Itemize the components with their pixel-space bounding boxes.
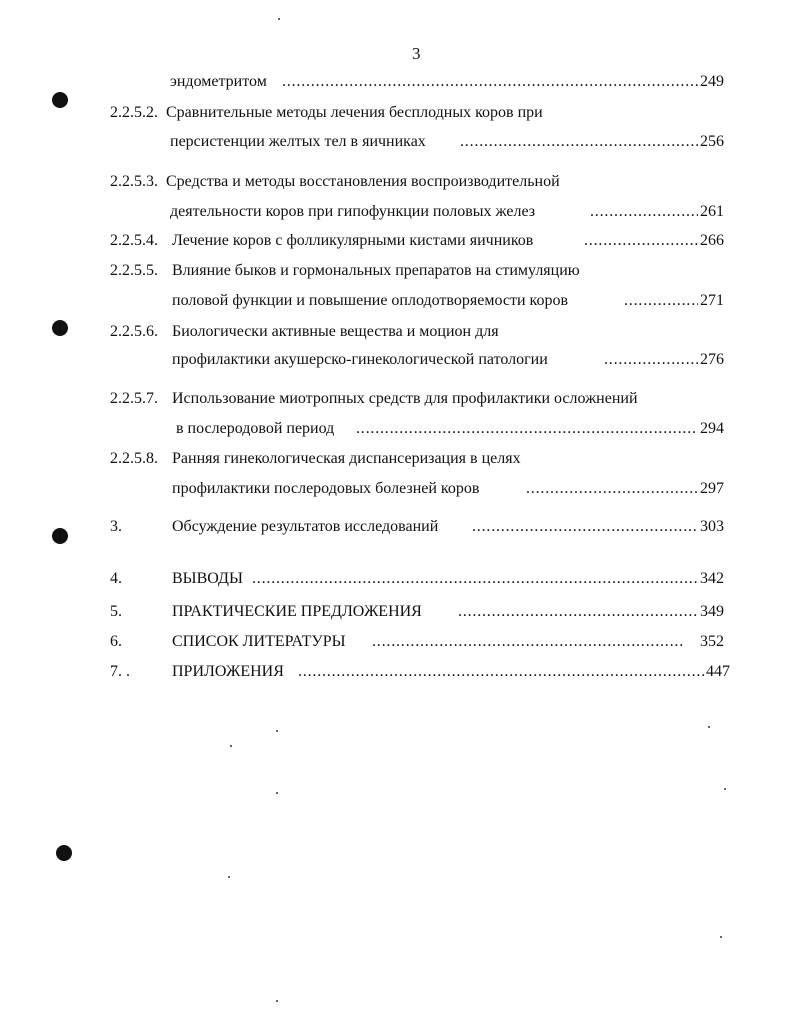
toc-entry-number: 5. bbox=[110, 603, 122, 620]
toc-leader-dots bbox=[298, 662, 704, 682]
scan-speck bbox=[724, 788, 726, 790]
toc-entry-page: 266 bbox=[700, 232, 724, 249]
toc-entry-number: 2.2.5.5. bbox=[110, 262, 158, 279]
toc-entry-title-line: персистенции желтых тел в яичниках bbox=[170, 133, 426, 150]
toc-entry-page: 276 bbox=[700, 351, 724, 368]
toc-entry-page: 249 bbox=[700, 73, 724, 90]
toc-leader-dots bbox=[252, 569, 698, 589]
toc-entry-number: 2.2.5.4. bbox=[110, 232, 158, 249]
punch-hole bbox=[52, 528, 68, 544]
toc-leader-dots bbox=[458, 602, 698, 622]
toc-entry-title-line: Биологически активные вещества и моцион для bbox=[172, 323, 499, 340]
punch-hole bbox=[56, 845, 72, 861]
scan-speck bbox=[708, 726, 710, 728]
toc-entry-number: 2.2.5.8. bbox=[110, 450, 158, 467]
toc-leader-dots bbox=[590, 202, 698, 222]
toc-leader-dots bbox=[460, 132, 698, 152]
toc-entry-number: 7. . bbox=[110, 663, 130, 680]
toc-entry-title-line: в послеродовой период bbox=[176, 420, 335, 437]
toc-entry-title-line: Лечение коров с фолликулярными кистами яичников bbox=[172, 232, 534, 249]
toc-entry-title-line: половой функции и повышение оплодотворяемости коров bbox=[172, 292, 569, 309]
toc-leader-dots bbox=[356, 419, 698, 439]
toc-entry-number: 4. bbox=[110, 570, 122, 587]
toc-entry-page: 271 bbox=[700, 292, 724, 309]
toc-entry-title-line: Обсуждение результатов исследований bbox=[172, 518, 439, 535]
toc-leader-dots bbox=[282, 72, 698, 92]
toc-entry-title-line: СПИСОК ЛИТЕРАТУРЫ bbox=[172, 633, 346, 650]
toc-leader-dots bbox=[604, 350, 698, 370]
scan-speck bbox=[276, 730, 278, 732]
toc-entry-number: 3. bbox=[110, 518, 122, 535]
toc-entry-number: 2.2.5.2. bbox=[110, 104, 158, 121]
toc-entry-title-line: Использование миотропных средств для профилактики осложнений bbox=[172, 390, 638, 407]
scan-speck bbox=[720, 936, 722, 938]
punch-hole bbox=[52, 92, 68, 108]
toc-entry-page: 447 bbox=[706, 663, 730, 680]
toc-entry-title-line: ПРАКТИЧЕСКИЕ ПРЕДЛОЖЕНИЯ bbox=[172, 603, 422, 620]
toc-leader-dots bbox=[584, 231, 698, 251]
toc-entry-page: 352 bbox=[700, 633, 724, 650]
toc-entry-title-line: профилактики послеродовых болезней коров bbox=[172, 480, 480, 497]
toc-leader-dots bbox=[624, 291, 698, 311]
toc-entry-title-line: Влияние быков и гормональных препаратов на стимуляцию bbox=[172, 262, 580, 279]
toc-entry-page: 303 bbox=[700, 518, 724, 535]
toc-entry-number: 2.2.5.7. bbox=[110, 390, 158, 407]
toc-entry-title-line: деятельности коров при гипофункции половых желез bbox=[170, 203, 536, 220]
toc-leader-dots bbox=[372, 632, 684, 652]
toc-entry-title-line: профилактики акушерско-гинекологической патологии bbox=[172, 351, 548, 368]
toc-entry-page: 342 bbox=[700, 570, 724, 587]
toc-entry-title-line: Сравнительные методы лечения бесплодных коров при bbox=[166, 104, 543, 121]
punch-hole bbox=[52, 320, 68, 336]
toc-entry-number: 2.2.5.3. bbox=[110, 173, 158, 190]
toc-leader-dots bbox=[526, 479, 698, 499]
scan-speck bbox=[276, 792, 278, 794]
toc-entry-page: 349 bbox=[700, 603, 724, 620]
toc-leader-dots bbox=[472, 517, 698, 537]
toc-entry-number: 2.2.5.6. bbox=[110, 323, 158, 340]
toc-entry-title-line: Ранняя гинекологическая диспансеризация в целях bbox=[172, 450, 521, 467]
toc-entry-title-line: Средства и методы восстановления воспроизводительной bbox=[166, 173, 560, 190]
page-number: 3 bbox=[412, 44, 421, 63]
toc-entry-page: 294 bbox=[700, 420, 724, 437]
toc-entry-page: 256 bbox=[700, 133, 724, 150]
toc-entry-title-line: эндометритом bbox=[170, 73, 267, 90]
scan-speck bbox=[228, 876, 230, 878]
toc-entry-title-line: ВЫВОДЫ bbox=[172, 570, 243, 587]
toc-entry-page: 261 bbox=[700, 203, 724, 220]
scan-speck bbox=[230, 745, 232, 747]
toc-entry-title-line: ПРИЛОЖЕНИЯ bbox=[172, 663, 284, 680]
scan-speck bbox=[278, 18, 280, 20]
toc-entry-page: 297 bbox=[700, 480, 724, 497]
scan-speck bbox=[276, 1000, 278, 1002]
toc-entry-number: 6. bbox=[110, 633, 122, 650]
